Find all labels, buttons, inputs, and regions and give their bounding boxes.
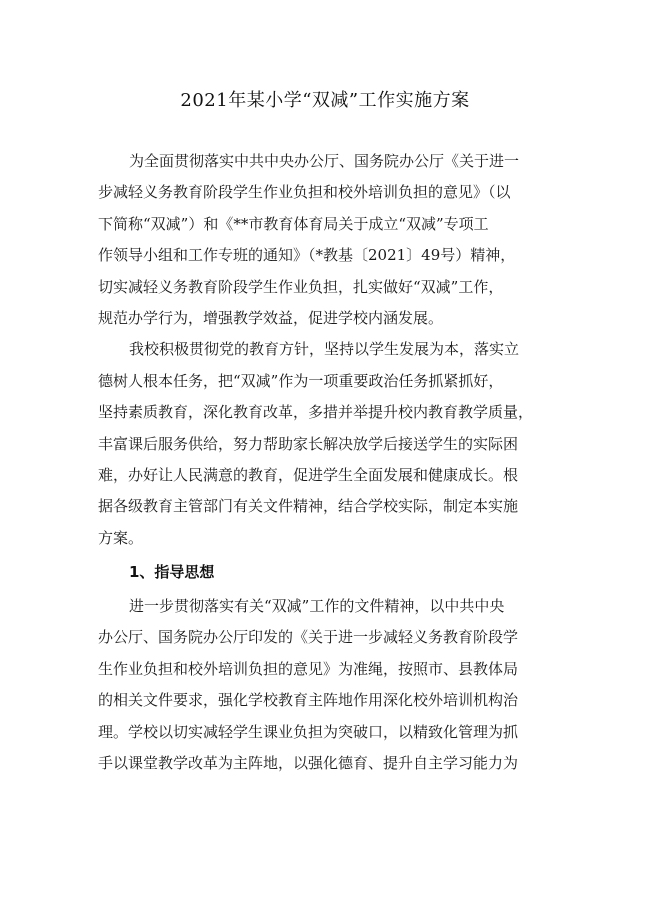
- section-heading-guiding-ideology: 1、指导思想: [129, 563, 215, 582]
- paragraph-line: 作领导小组和工作专班的通知》（*教基〔2021〕49号）精神，: [98, 246, 516, 265]
- document-title: 2021年某小学“双减”工作实施方案: [180, 90, 470, 111]
- paragraph-line: 规范办学行为，增强教学效益，促进学校内涵发展。: [98, 308, 444, 327]
- paragraph-line: 步减轻义务教育阶段学生作业负担和校外培训负担的意见》（以: [98, 183, 511, 202]
- paragraph-line: 方案。: [98, 528, 144, 547]
- paragraph-line: 据各级教育主管部门有关文件精神，结合学校实际，制定本实施: [98, 497, 519, 516]
- paragraph-line: 下简称“双减”）和《**市教育体育局关于成立“双减”专项工: [98, 214, 489, 233]
- paragraph-line: 的相关文件要求，强化学校教育主阵地作用深化校外培训机构治: [98, 691, 519, 710]
- paragraph-line: 生作业负担和校外培训负担的意见》为准绳，按照市、县教体局: [98, 659, 519, 678]
- paragraph-line: 切实减轻义务教育阶段学生作业负担，扎实做好“双减”工作，: [98, 277, 504, 296]
- paragraph-line: 坚持素质教育，深化教育改革，多措并举提升校内教育教学质量，: [98, 403, 534, 422]
- paragraph-line: 德树人根本任务，把“双减”作为一项重要政治任务抓紧抓好，: [98, 371, 504, 390]
- paragraph-line: 手以课堂教学改革为主阵地，以强化德育、提升自主学习能力为: [98, 754, 519, 773]
- paragraph-line: 我校积极贯彻党的教育方针，坚持以学生发展为本，落实立: [129, 340, 520, 359]
- paragraph-line: 丰富课后服务供给，努力帮助家长解决放学后接送学生的实际困: [98, 434, 519, 453]
- document-body: [98, 146, 558, 779]
- paragraph-guiding-ideology: [98, 591, 558, 779]
- paragraph-line: 为全面贯彻落实中共中央办公厅、国务院办公厅《关于进一: [129, 152, 520, 170]
- paragraph-line: 进一步贯彻落实有关“双减”工作的文件精神，以中共中央: [129, 597, 505, 616]
- paragraph-line: 办公厅、国务院办公厅印发的《关于进一步减轻义务教育阶段学: [98, 628, 519, 647]
- paragraph-line: 难，办好让人民满意的教育，促进学生全面发展和健康成长。根: [98, 465, 519, 484]
- paragraph-policy: [98, 334, 558, 554]
- paragraph-line: 理。学校以切实减轻学生课业负担为突破口，以精致化管理为抓: [98, 722, 519, 741]
- paragraph-intro: [98, 146, 558, 334]
